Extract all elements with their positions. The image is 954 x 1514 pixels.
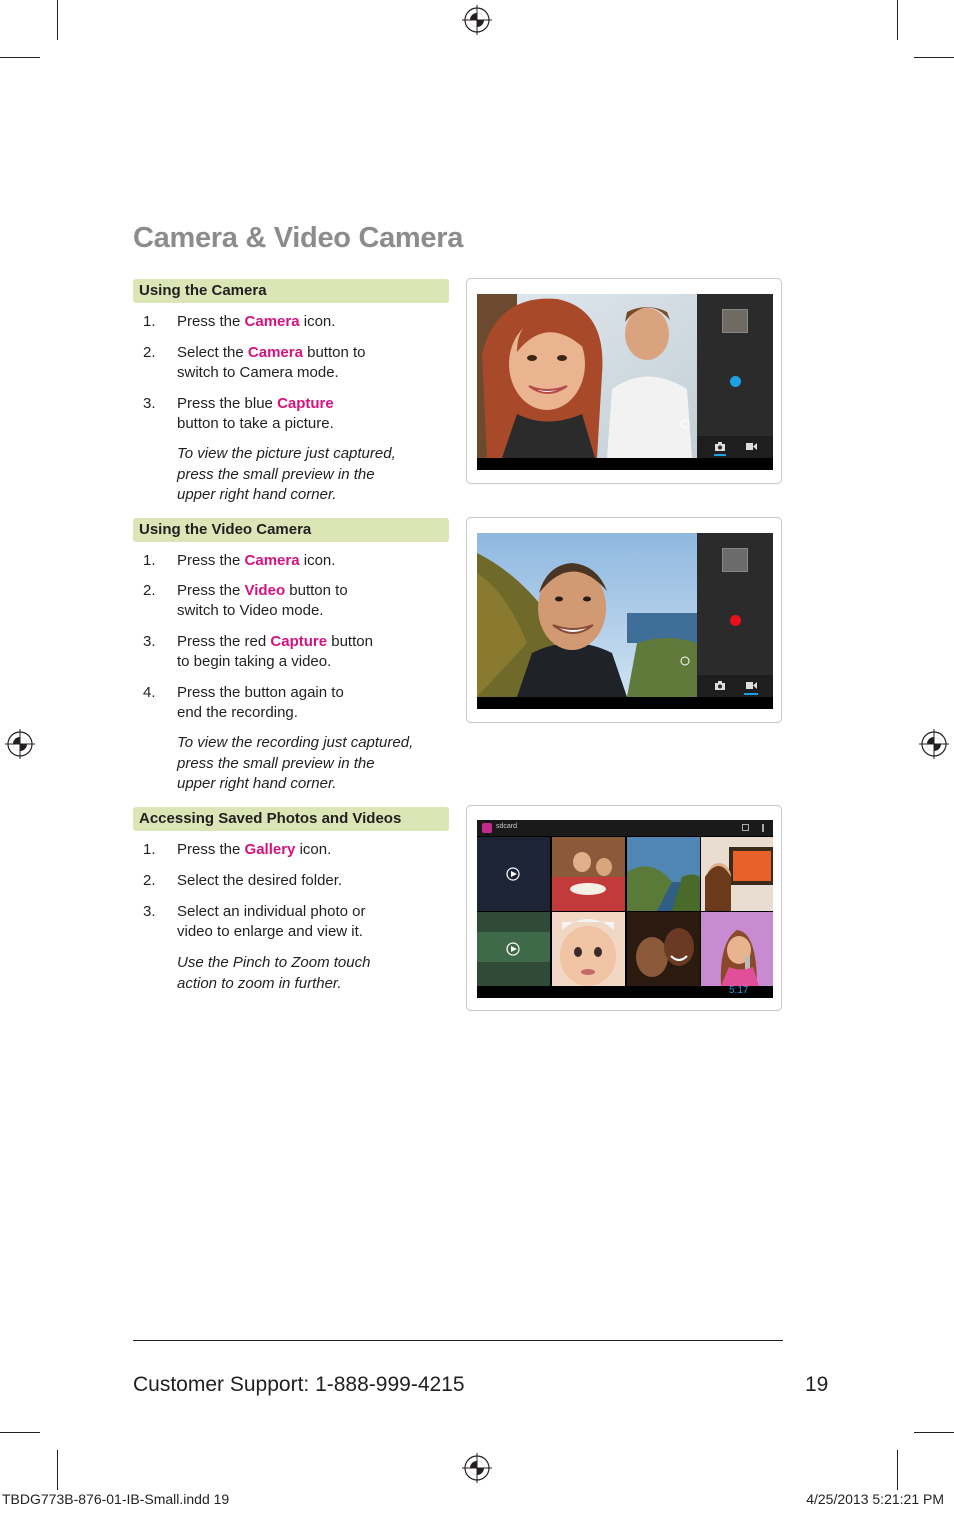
gallery-photo-thumbnail[interactable]	[627, 837, 700, 911]
album-label: sdcard	[496, 823, 518, 830]
customer-support: Customer Support: 1-888-999-4215	[133, 1373, 465, 1396]
camera-icon[interactable]	[715, 442, 725, 451]
highlight-term: Camera	[244, 552, 300, 569]
step-number: 3.	[143, 395, 156, 412]
gallery-photo-thumbnail[interactable]	[701, 912, 773, 986]
section-heading-video: Using the Video Camera	[133, 518, 449, 542]
video-icon[interactable]	[746, 682, 757, 689]
crop-mark	[57, 0, 58, 40]
step-text: Press the Camera icon.	[177, 313, 336, 330]
step-number: 1.	[143, 841, 156, 858]
gallery-photo-thumbnail[interactable]	[552, 837, 625, 911]
android-nav-bar	[477, 987, 773, 998]
android-nav-bar	[477, 697, 773, 709]
crop-mark	[0, 1432, 40, 1433]
step-text: Press the button again to end the recording.	[177, 684, 344, 721]
step-number: 2.	[143, 872, 156, 889]
capture-preview-thumbnail[interactable]	[722, 548, 748, 572]
registration-mark-icon	[5, 729, 35, 759]
crop-mark	[0, 57, 40, 58]
page-number: 19	[805, 1373, 829, 1396]
video-control-panel	[697, 533, 773, 697]
section-heading-camera: Using the Camera	[133, 279, 449, 303]
crop-mark	[897, 0, 898, 40]
crop-mark	[57, 1450, 58, 1490]
record-button[interactable]	[730, 615, 741, 626]
step-number: 4.	[143, 684, 156, 701]
print-slug-file: TBDG773B-876-01-IB-Small.indd 19	[2, 1491, 230, 1507]
overflow-menu-icon[interactable]	[762, 824, 764, 832]
step-text: Press the blue Capture button to take a picture.	[177, 395, 334, 432]
camera-screenshot	[466, 278, 782, 484]
highlight-term: Capture	[277, 395, 334, 412]
tip-note: To view the recording just captured, press the small preview in the upper right hand corner.	[177, 734, 414, 792]
video-screenshot	[466, 517, 782, 723]
crop-mark	[897, 1450, 898, 1490]
crop-mark	[914, 57, 954, 58]
capture-button[interactable]	[730, 376, 741, 387]
android-nav-bar	[477, 458, 773, 470]
status-clock: 5:17	[729, 985, 749, 996]
mode-bar	[697, 436, 773, 458]
section-heading-gallery: Accessing Saved Photos and Videos	[133, 807, 449, 831]
footer-divider	[133, 1340, 783, 1341]
gallery-action-bar	[477, 820, 773, 836]
step-number: 2.	[143, 582, 156, 599]
registration-mark-icon	[462, 1453, 492, 1483]
page-title: Camera & Video Camera	[133, 222, 464, 254]
gallery-video-thumbnail[interactable]	[477, 837, 550, 911]
active-mode-indicator	[744, 693, 758, 695]
video-icon[interactable]	[746, 443, 757, 450]
slideshow-icon[interactable]	[742, 824, 749, 831]
highlight-term: Gallery	[244, 841, 296, 858]
gallery-video-thumbnail[interactable]	[477, 912, 550, 986]
registration-mark-icon	[462, 5, 492, 35]
crop-mark	[914, 1432, 954, 1433]
step-text: Press the Camera icon.	[177, 552, 336, 569]
highlight-term: Video	[244, 582, 286, 599]
active-mode-indicator	[714, 454, 726, 456]
mode-bar	[697, 675, 773, 697]
step-text: Press the Gallery icon.	[177, 841, 332, 858]
tip-note: Use the Pinch to Zoom touch action to zoom in further.	[177, 954, 371, 992]
highlight-term: Camera	[247, 344, 303, 361]
step-text: Select an individual photo or video to enlarge and view it.	[177, 903, 366, 940]
capture-preview-thumbnail[interactable]	[722, 309, 748, 333]
gallery-app-icon	[482, 823, 492, 833]
camera-viewfinder-photo	[477, 294, 697, 458]
step-number: 2.	[143, 344, 156, 361]
step-text: Press the red Capture button to begin taking a video.	[177, 633, 373, 670]
camera-icon[interactable]	[715, 681, 725, 690]
step-number: 3.	[143, 633, 156, 650]
step-number: 1.	[143, 313, 156, 330]
highlight-term: Capture	[270, 633, 328, 650]
step-text: Press the Video button to switch to Video mode.	[177, 582, 348, 619]
gallery-photo-thumbnail[interactable]	[627, 912, 700, 986]
step-number: 3.	[143, 903, 156, 920]
step-number: 1.	[143, 552, 156, 569]
gallery-screenshot	[466, 805, 782, 1011]
step-text: Select the desired folder.	[177, 872, 343, 889]
tip-note: To view the picture just captured, press the small preview in the upper right hand corner.	[177, 445, 396, 503]
gallery-photo-thumbnail[interactable]	[701, 837, 773, 911]
camera-control-panel	[697, 294, 773, 458]
step-text: Select the Camera button to switch to Camera mode.	[177, 344, 366, 381]
video-viewfinder-photo	[477, 533, 697, 697]
registration-mark-icon	[919, 729, 949, 759]
print-slug-date: 4/25/2013 5:21:21 PM	[806, 1491, 944, 1507]
highlight-term: Camera	[244, 313, 300, 330]
gallery-photo-thumbnail[interactable]	[552, 912, 625, 986]
